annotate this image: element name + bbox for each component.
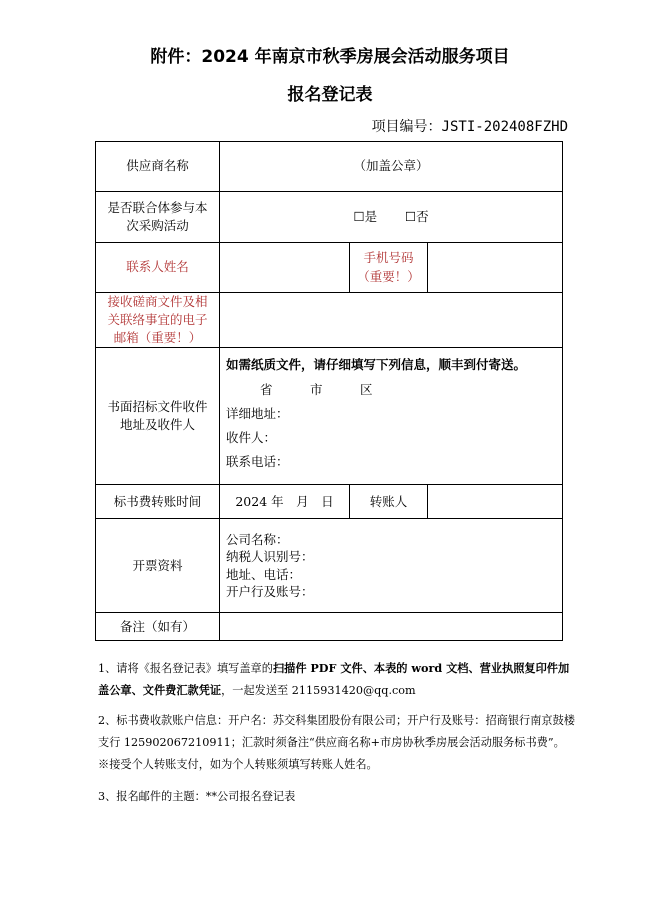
paper-recipient: 收件人： [226, 429, 277, 445]
paper-instruction: 如需纸质文件，请仔细填写下列信息，顺丰到付寄送。 [226, 357, 527, 373]
invoice-field[interactable] [220, 519, 563, 613]
note-1-required-files: 扫描件 PDF 文件、本表的 word 文档、营业执照复印件加盖公章、文件费汇款凭证 [98, 661, 570, 697]
supplier-name-label: 供应商名称 [96, 142, 220, 192]
fee-time-field[interactable] [220, 485, 350, 519]
registration-form-table [95, 141, 563, 641]
supplier-name-hint: （加盖公章） [353, 158, 429, 174]
contact-name-label: 联系人姓名 [96, 243, 220, 293]
email-label: 接收磋商文件及相关联络事宜的电子邮箱（重要！） [96, 293, 220, 348]
mobile-label-text: 手机号码 [363, 250, 414, 266]
row-fee-transfer [96, 485, 563, 519]
paper-detail-address: 详细地址： [226, 405, 289, 421]
email-field[interactable] [220, 293, 563, 348]
paper-contact-phone: 联系电话： [226, 453, 289, 469]
fee-time-label: 标书费转账时间 [96, 485, 220, 519]
mobile-field[interactable] [428, 243, 563, 293]
paper-address-field[interactable] [220, 348, 563, 485]
note-1-email: ，一起发送至 2115931420@qq.com [221, 683, 416, 697]
mobile-important-note: （重要！） [357, 268, 420, 284]
transferor-field[interactable] [428, 485, 563, 519]
paper-address-label: 书面招标文件收件地址及收件人 [96, 348, 220, 485]
consortium-yes-checkbox[interactable]: ☐是 [353, 208, 378, 224]
note-1-prefix: 1、请将《报名登记表》填写盖章的 [98, 662, 273, 675]
note-2-account-info: 2、标书费收款账户信息：开户名：苏交科集团股份有限公司；开户行及账号：招商银行南京鼓楼支行 125902067210911；汇款时须备注“供应商名称+市房协秋季房展会活动服务标书费”。 [98, 714, 575, 749]
form-title: 报名登记表 [287, 85, 373, 105]
note-2 [98, 710, 578, 776]
row-invoice [96, 519, 563, 613]
project-number: 项目编号：JSTI-202408FZHD [371, 119, 568, 135]
invoice-bank-account: 开户行及账号： [226, 584, 314, 600]
invoice-address-phone: 地址、电话： [226, 566, 302, 582]
invoice-tax-id: 纳税人识别号： [226, 549, 314, 565]
row-contact [96, 243, 563, 293]
consortium-label: 是否联合体参与本次采购活动 [96, 192, 220, 243]
paper-region-line: 省 市 区 [260, 381, 373, 397]
row-consortium [96, 192, 563, 243]
remark-field[interactable] [220, 613, 563, 641]
consortium-no-checkbox[interactable]: ☐否 [404, 208, 429, 224]
transferor-label: 转账人 [350, 485, 428, 519]
fee-time-value: 2024 年 月 日 [235, 493, 334, 509]
row-paper-address [96, 348, 563, 485]
note-1 [98, 658, 578, 702]
invoice-label: 开票资料 [96, 519, 220, 613]
invoice-company: 公司名称： [226, 531, 289, 547]
contact-name-field[interactable] [220, 243, 350, 293]
document-title: 附件：2024 年南京市秋季房展会活动服务项目 [150, 47, 510, 67]
consortium-options [220, 192, 563, 243]
mobile-label [350, 243, 428, 293]
row-remark [96, 613, 563, 641]
note-2-personal-transfer: ※接受个人转账支付，如为个人转账须填写转账人姓名。 [98, 757, 378, 771]
remark-label: 备注（如有） [96, 613, 220, 641]
row-supplier-name [96, 142, 563, 192]
supplier-name-field[interactable] [220, 142, 563, 192]
note-3: 3、报名邮件的主题：**公司报名登记表 [98, 790, 296, 803]
row-email [96, 293, 563, 348]
